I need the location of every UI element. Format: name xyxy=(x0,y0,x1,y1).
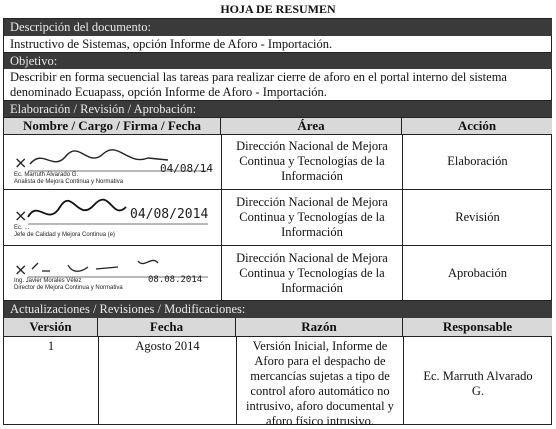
approval-header-nombre: Nombre / Cargo / Firma / Fecha xyxy=(4,117,221,134)
updates-header-fecha: Fecha xyxy=(98,318,236,336)
area-cell: Dirección Nacional de Mejora Continua y Tecnologías de la Información xyxy=(236,195,388,239)
razon-line: aforo físico intrusivo. xyxy=(266,414,374,428)
svg-text:×: × xyxy=(14,206,28,225)
objetivo-line-2: denominado Ecuapass, opción Informe de Aforo - Importación. xyxy=(10,85,327,99)
area-cell: Dirección Nacional de Mejora Continua y Tecnologías de la Información xyxy=(236,139,388,183)
signer-name: Ec. ... xyxy=(14,225,30,231)
elaboracion-header: Elaboración / Revisión / Aprobación: xyxy=(4,101,552,117)
signature-date: 08.08.2014 xyxy=(148,275,203,285)
objetivo-line-1: Describir en forma secuencial las tareas para realizar cierre de aforo en el portal interno del sistema xyxy=(10,70,507,84)
approval-header-area: Área xyxy=(221,117,402,134)
razon-line: control aforo automático no xyxy=(250,384,390,398)
responsable-line: G. xyxy=(471,384,485,398)
signer-role: Director de Mejora Continua y Normativa xyxy=(14,285,123,291)
razon-line: intrusivo, aforo documental y xyxy=(246,399,394,413)
signature-image xyxy=(8,138,213,190)
area-cell: Dirección Nacional de Mejora Continua y Tecnologías de la Información xyxy=(236,251,388,295)
version-cell: 1 xyxy=(47,339,55,353)
responsable-line: Ec. Marruth Alvarado xyxy=(423,369,533,383)
updates-header-responsable: Responsable xyxy=(403,318,552,336)
signer-role: Analista de Mejora Continua y Normativa xyxy=(14,179,124,185)
signature-image xyxy=(8,193,213,245)
accion-cell: Elaboración xyxy=(447,154,508,168)
razon-line: Versión Inicial, Informe de xyxy=(252,339,388,353)
divider xyxy=(4,245,552,246)
divider xyxy=(4,336,552,337)
approval-header-accion: Acción xyxy=(402,117,552,134)
descripcion-header: Descripción del documento: xyxy=(4,19,552,36)
updates-header-razon: Razón xyxy=(236,318,403,336)
signer-name: Ec. Marruth Alvarado G. xyxy=(14,172,79,178)
divider xyxy=(4,117,552,118)
signer-role: Jefe de Calidad y Mejora Continua (e) xyxy=(14,232,116,238)
updates-header-version: Versión xyxy=(4,318,98,336)
divider xyxy=(4,189,552,190)
descripcion-text: Instructivo de Sistemas, opción Informe de Aforo - Importación. xyxy=(10,37,333,51)
razon-cell xyxy=(237,339,403,429)
actualizaciones-header: Actualizaciones / Revisiones / Modificaciones: xyxy=(4,301,552,318)
signature-date: 04/08/2014 xyxy=(130,207,209,222)
signer-name: Ing. Javier Morales Vélez xyxy=(14,278,82,284)
accion-cell: Revisión xyxy=(455,210,500,224)
razon-line: Aforo para el despacho de xyxy=(254,354,386,368)
signature-image xyxy=(8,247,213,299)
divider xyxy=(4,134,552,135)
accion-cell: Aprobación xyxy=(447,266,507,280)
objetivo-header: Objetivo: xyxy=(4,53,552,69)
fecha-cell: Agosto 2014 xyxy=(135,339,200,353)
svg-text:×: × xyxy=(14,260,28,279)
signature-date: 04/08/14 xyxy=(160,162,213,175)
responsable-cell xyxy=(404,369,552,399)
svg-text:×: × xyxy=(14,153,28,172)
razon-line: mercancías sujetas a tipo de xyxy=(250,369,390,383)
page-title: HOJA DE RESUMEN xyxy=(220,2,336,16)
